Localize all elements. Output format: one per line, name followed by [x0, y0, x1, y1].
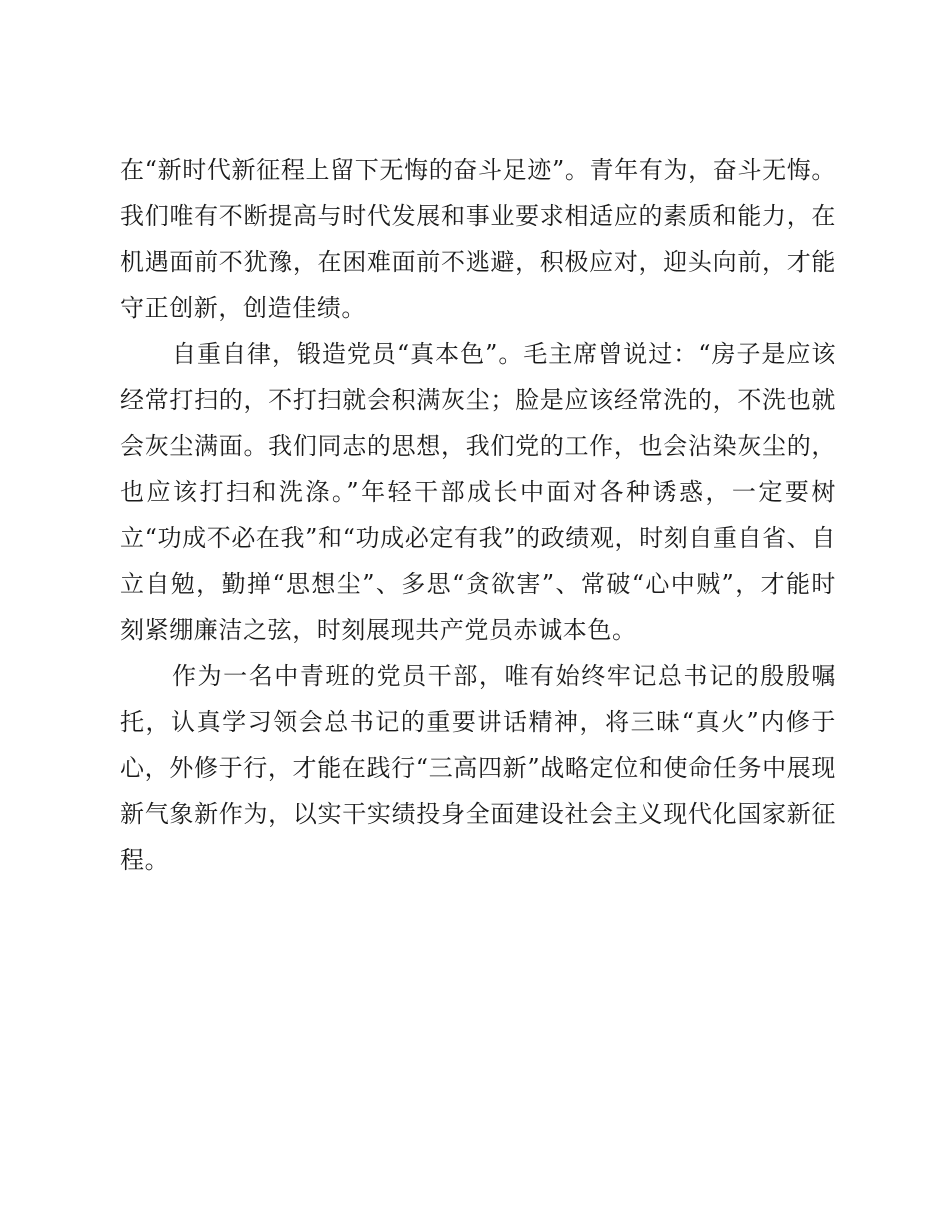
paragraph-conclusion: 作为一名中青班的党员干部，唯有始终牢记总书记的殷殷嘱托，认真学习领会总书记的重要讲话精神，将三昧“真火”内修于心，外修于行，才能在践行“三高四新”战略定位和使命任务中展现新气象新作为，以实干实绩投身全面建设社会主义现代化国家新征程。 [120, 662, 836, 874]
paragraph-self-discipline: 自重自律，锻造党员“真本色”。毛主席曾说过：“房子是应该经常打扫的，不打扫就会积满灰尘；脸是应该经常洗的，不洗也就会灰尘满面。我们同志的思想，我们党的工作，也会沾染灰尘的，也应该打扫和洗涤。”年轻干部成长中面对各种诱惑，一定要树立“功成不必在我”和“功成必定有我”的政绩观，时刻自重自省、自立自勉，勤掸“思想尘”、多思“贪欲害”、常破“心中贼”，才能时刻紧绷廉洁之弦，时刻展现共产党员赤诚本色。 [120, 340, 836, 644]
paragraph-continuation: 在“新时代新征程上留下无悔的奋斗足迹”。青年有为，奋斗无悔。我们唯有不断提高与时代发展和事业要求相适应的素质和能力，在机遇面前不犹豫，在困难面前不逃避，积极应对，迎头向前，才能守正创新，创造佳绩。 [120, 156, 836, 322]
document-page [120, 147, 836, 883]
